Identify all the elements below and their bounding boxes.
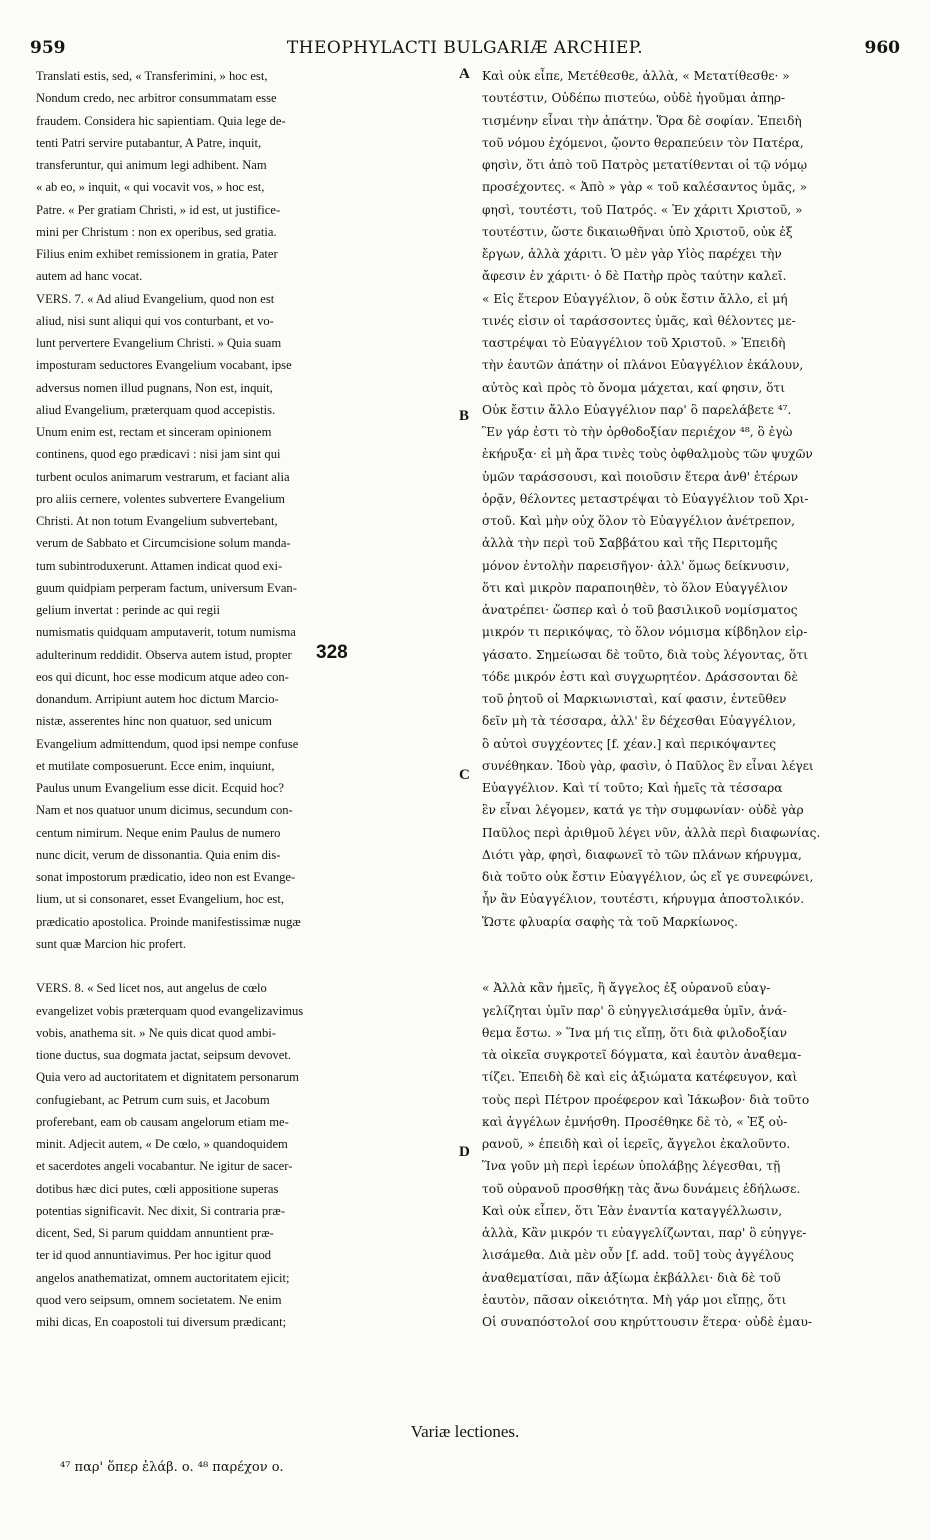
greek-text-line: τοῦ νόμου ἐχόμενοι, ᾤοντο θεραπεύειν τὸν Πατέρα, — [482, 135, 804, 150]
latin-text-line: Nam et nos quatuor unum dicimus, secundum con- — [36, 803, 293, 818]
latin-text-line: VERS. 7. « Ad aliud Evangelium, quod non est — [36, 291, 275, 306]
latin-text-line: Patre. « Per gratiam Christi, » id est, ut justifice- — [36, 202, 281, 217]
greek-text-line: λισάμεθα. Διὰ μὲν οὖν [f. add. τοῦ] τοὺς ἀγγέλους — [482, 1248, 794, 1263]
left-page-number: 959 — [30, 38, 66, 58]
latin-text-line: Filius enim exhibet remissionem in gratia, Pater — [36, 247, 278, 261]
latin-text-line: autem ad hanc vocat. — [36, 269, 143, 284]
latin-text-line: et sacerdotes angeli vocabantur. Ne igitur de sacer- — [36, 1159, 293, 1174]
latin-text-line: vobis, anathema sit. » Ne quis dicat quod ambi- — [36, 1025, 276, 1040]
latin-text-line: dicent, Sed, Si parum quiddam annuntient præ- — [36, 1226, 274, 1240]
greek-text-line: ὅτι καὶ μικρὸν παραποιηθὲν, τὸ ὅλον Εὐαγγέλιον — [482, 580, 788, 595]
latin-text-line: imposturam seductores Evangelium vocabant, ipse — [36, 358, 292, 373]
latin-text-line: dotibus hæc dici putes, cœli appositione superas — [36, 1181, 279, 1196]
greek-text-line: ἓν εἶναι λέγομεν, κατά γε τὴν συμφωνίαν· οὐδὲ γὰρ — [482, 803, 804, 818]
greek-text-line: Εὐαγγέλιον. Καὶ τί τοῦτο; Καὶ ἡμεῖς τὰ τέσσαρα — [482, 781, 783, 795]
greek-text-line: τισμένην εἶναι τὴν ἀπάτην. Ὅρα δὲ σοφίαν. Ἐπειδὴ — [482, 113, 802, 128]
greek-text-line: ἀλλὰ, Κἂν μικρόν τι εὐαγγελίζωνται, παρ' ὃ εὐηγγε- — [482, 1226, 807, 1240]
greek-text-line: συνέθηκαν. Ἰδοὺ γὰρ, φασὶν, ὁ Παῦλος ἓν εἶναι λέγει — [482, 758, 814, 773]
greek-text-line: ὃ αὐτοὶ συγχέοντες [f. χέαν.] καὶ περικόψαντες — [482, 736, 777, 751]
latin-text-line: quod vero seipsum, omnem societatem. Ne enim — [36, 1292, 282, 1307]
latin-text-line: mini per Christum : non ex operibus, sed gratia. — [36, 224, 277, 239]
latin-text-line: Nondum credo, nec arbitror consummatam esse — [36, 91, 277, 106]
latin-text-line: centum nimirum. Neque enim Paulus de numero — [36, 825, 281, 840]
latin-text-line: tenti Patri servire putabantur, A Patre, inquit, — [36, 135, 262, 150]
greek-text-line: τίζει. Ἐπειδὴ δὲ καὶ εἰς ἀξιώματα κατέφευγον, καὶ — [482, 1070, 798, 1085]
latin-text-line: Paulus unum Evangelium esse dicit. Ecquid hoc? — [36, 781, 284, 795]
greek-text-line: γελίζηται ὑμῖν παρ' ὃ εὐηγγελισάμεθα ὑμῖν, ἀνά- — [482, 1003, 787, 1018]
greek-text-line: τόδε μικρόν ἐστι καὶ συγχωρητέον. Δράσσονται δὲ — [482, 669, 798, 684]
greek-text-line: ταστρέψαι τὸ Εὐαγγέλιον τοῦ Χριστοῦ. » Ἐπειδὴ — [482, 336, 786, 350]
latin-text-line: prædicatio apostolica. Proinde manifestissimæ nugæ — [36, 914, 301, 929]
greek-text-line: « Ἀλλὰ κἂν ἡμεῖς, ἢ ἄγγελος ἐξ οὐρανοῦ εὐαγ- — [482, 981, 771, 996]
greek-text-line: τοῦ οὐρανοῦ προσθήκῃ τὰς ἄνω δυνάμεις ἐδήλωσε. — [482, 1181, 801, 1196]
latin-text-line: lunt pervertere Evangelium Christi. » Quia suam — [36, 336, 282, 350]
latin-text-line: adversus nomen illud pugnans, Non est, inquit, — [36, 380, 273, 395]
greek-text-line: ὁρᾷν, θέλοντες μεταστρέψαι τὸ Εὐαγγέλιον τοῦ Χρι- — [482, 491, 809, 506]
greek-text-line: « Εἰς ἕτερον Εὐαγγέλιον, ὃ οὐκ ἔστιν ἄλλο, εἰ μή — [482, 291, 788, 306]
latin-text-line: ter id quod annuntiavimus. Per hoc igitur quod — [36, 1248, 272, 1263]
section-letter-a: A — [459, 66, 470, 82]
greek-text-line: Οὐκ ἔστιν ἄλλο Εὐαγγέλιον παρ' ὃ παρελάβετε ⁴⁷. — [482, 402, 792, 417]
latin-text-line: guum quidpiam perperam factum, universum Evan- — [36, 580, 297, 595]
greek-text-line: Ἵνα γοῦν μὴ περὶ ἱερέων ὑπολάβῃς λέγεσθαι, τῇ — [482, 1159, 781, 1174]
greek-text-line: ρανοῦ, » ἐπειδὴ καὶ οἱ ἱερεῖς, ἄγγελοι ἐκαλοῦντο. — [482, 1137, 791, 1151]
greek-text-line: καὶ ἀγγέλων ἐμνήσθη. Προσέθηκε δὲ τὸ, « Ἐξ οὐ- — [482, 1114, 788, 1129]
latin-text-line — [36, 955, 454, 977]
latin-text-line: « ab eo, » inquit, « qui vocavit vos, » hoc est, — [36, 180, 265, 195]
greek-text-line: μόνον ἐντολὴν παρεισῆγον· ἀλλ' ὅμως δείκνυσιν, — [482, 558, 790, 573]
latin-text-line: Unum enim est, rectam et sinceram opinionem — [36, 425, 272, 439]
latin-text-line: tione ductus, sua dogmata jactat, seipsum devovet. — [36, 1048, 291, 1062]
latin-text-line: donandum. Arripiunt autem hoc dictum Marcio- — [36, 692, 279, 706]
greek-text-line: τὴν ἑαυτῶν ἀπάτην οἱ πλάνοι Εὐαγγέλιον ἐκάλουν, — [482, 358, 804, 373]
greek-text-line: προσέχοντες. « Ἀπὸ » γὰρ « τοῦ καλέσαντος ὑμᾶς, » — [482, 180, 808, 195]
footnotes: ⁴⁷ παρ' ὅπερ ἐλάβ. o. ⁴⁸ παρέχον o. — [60, 1460, 284, 1475]
greek-column — [482, 65, 896, 1333]
latin-text-line: eos qui dicunt, hoc esse modicum atque adeo con- — [36, 669, 289, 684]
greek-text-line: θεμα ἔστω. » Ἵνα μή τις εἴπῃ, ὅτι διὰ φιλοδοξίαν — [482, 1025, 788, 1040]
greek-text-line: ἑαυτὸν, πᾶσαν οἰκειότητα. Μὴ γάρ μοι εἴπῃς, ὅτι — [482, 1292, 787, 1307]
greek-text-line: ἀνατρέπει· ὥσπερ καὶ ὁ τοῦ βασιλικοῦ νομίσματος — [482, 603, 798, 617]
greek-text-line: ἐκήρυξα· εἰ μὴ ἄρα τινὲς τοὺς ὀφθαλμοὺς τῶν ψυχῶν — [482, 447, 813, 462]
greek-text-line: τουτέστιν, Οὐδέπω πιστεύω, οὐδὲ ἡγοῦμαι ἀπηρ- — [482, 91, 786, 106]
greek-text-line: γάσατο. Σημείωσαι δὲ τοῦτο, διὰ τοὺς λέγοντας, ὅτι — [482, 647, 808, 662]
greek-text-line: τουτέστιν, ὥστε δικαιωθῆναι ὑπὸ Χριστοῦ, οὐκ ἐξ — [482, 224, 793, 239]
latin-text-line: tum subintroduxerunt. Attamen indicat quod exi- — [36, 558, 283, 573]
latin-text-line: aliud Evangelium, præterquam quod accepistis. — [36, 402, 276, 417]
variae-lectiones-heading: Variæ lectiones. — [410, 1422, 520, 1441]
latin-text-line: lium, ut si consonaret, esset Evangelium, hoc est, — [36, 892, 284, 907]
section-letter-c: C — [459, 767, 470, 783]
latin-column — [36, 65, 454, 1333]
greek-text-line: ἔργων, ἀλλὰ χάριτι. Ὁ μὲν γὰρ Υἱὸς παρέχει τὴν — [482, 247, 782, 261]
latin-text-line: Evangelium admittendum, quod ipsi nempe confuse — [36, 736, 299, 751]
greek-text-line: Ἓν γάρ ἐστι τὸ τὴν ὀρθοδοξίαν περιέχον ⁴⁸, ὃ ἐγὼ — [482, 425, 793, 439]
running-header — [30, 38, 900, 64]
latin-text-line: Quia vero ad auctoritatem et dignitatem personarum — [36, 1070, 299, 1085]
latin-text-line: nistæ, asserentes hinc non quatuor, sed unicum — [36, 714, 272, 729]
latin-text-line: Christi. At non totum Evangelium subvertebant, — [36, 514, 278, 528]
greek-text-line: Καὶ οὐκ εἶπε, Μετέθεσθε, ἀλλὰ, « Μετατίθεσθε· » — [482, 69, 790, 83]
greek-text-line: στοῦ. Καὶ μὴν οὐχ ὅλον τὸ Εὐαγγέλιον ἀνέτρεπον, — [482, 514, 796, 528]
latin-text-line: evangelizet vobis præterquam quod evangelizavimus — [36, 1003, 304, 1018]
latin-text-line: proferebant, eam ob causam angelorum etiam me- — [36, 1114, 289, 1129]
greek-text-line: διὰ τοῦτο οὐκ ἔστιν Εὐαγγέλιον, ὡς εἴ γε συνεφώνει, — [482, 870, 814, 884]
latin-text-line: minit. Adjecit autem, « De cœlo, » quandoquidem — [36, 1137, 288, 1151]
greek-text-line: Καὶ οὐκ εἶπεν, ὅτι Ἐὰν ἐναντία καταγγέλλωσιν, — [482, 1203, 783, 1218]
greek-text-line: τοὺς περὶ Πέτρον προέφερον καὶ Ἰάκωβον· διὰ τοῦτο — [482, 1092, 810, 1107]
latin-text-line: verum de Sabbato et Circumcisione solum manda- — [36, 536, 291, 551]
greek-text-line: ἄφεσιν ἐν χάριτι· ὁ δὲ Πατὴρ πρὸς ταύτην καλεῖ. — [482, 269, 787, 284]
latin-text-line: adulterinum reddidit. Observa autem istud, propter — [36, 647, 292, 662]
greek-text-line: τινές εἰσιν οἱ ταράσσοντες ὑμᾶς, καὶ θέλοντες με- — [482, 313, 796, 328]
latin-text-line: fraudem. Considera hic sapientiam. Quia lege de- — [36, 113, 286, 128]
latin-text-line: aliud, nisi sunt aliqui qui vos conturbant, et vo- — [36, 313, 274, 328]
latin-text-line: sunt quæ Marcion hic profert. — [36, 936, 187, 951]
greek-text-line: ἀναθεματίσαι, πᾶν ἀξίωμα ἐκβάλλει· διὰ δὲ τοῦ — [482, 1270, 781, 1285]
greek-text-line: τὰ οἰκεῖα συγκροτεῖ δόγματα, καὶ ἑαυτὸν ἀναθεμα- — [482, 1048, 802, 1062]
latin-text-line: angelos anathematizat, omnem auctoritatem ejicit; — [36, 1270, 290, 1285]
greek-text-line: μικρόν τι περικόψας, τὸ ὅλον νόμισμα κίβδηλον εἰρ- — [482, 625, 808, 640]
latin-text-line: VERS. 8. « Sed licet nos, aut angelus de cœlo — [36, 981, 267, 996]
greek-text-line: τοῦ ῥητοῦ οἱ Μαρκιωνισταὶ, καί φασιν, ἐντεῦθεν — [482, 692, 787, 706]
latin-text-line: sonat impostorum prædicatio, ideo non est Evange- — [36, 870, 296, 884]
greek-text-line: ὑμῶν ταράσσουσι, καὶ ποιοῦσιν ἕτερα ἀνθ' ἑτέρων — [482, 469, 799, 484]
latin-text-line: continens, quod ego prædicavi : nisi jam sint qui — [36, 447, 281, 462]
section-letter-d: D — [459, 1144, 470, 1160]
latin-text-line: confugiebant, ac Petrum cum suis, et Jacobum — [36, 1092, 270, 1107]
column-number: 328 — [312, 642, 352, 664]
latin-text-line: Translati estis, sed, « Transferimini, » hoc est, — [36, 69, 268, 83]
greek-text-line: φησὶν, ὅτι ἀπὸ τοῦ Πατρὸς μετατίθενται οἱ τῷ νόμῳ — [482, 158, 808, 172]
greek-text-line: αὐτὸς καὶ πρὸς τὸ ὄνομα μάχεται, καί φησιν, ὅτι — [482, 380, 785, 395]
greek-text-line: δεῖν μὴ τὰ τέσσαρα, ἀλλ' ἓν δέχεσθαι Εὐαγγέλιον, — [482, 714, 796, 729]
latin-text-line: turbent oculos animarum vestrarum, et faciant alia — [36, 469, 290, 484]
greek-text-line: Οἱ συναπόστολοί σου κηρύττουσιν ἕτερα· οὐδὲ ἐμαυ- — [482, 1315, 812, 1329]
greek-text-line: ἀλλὰ τὴν περὶ τοῦ Σαββάτου καὶ τῆς Περιτομῆς — [482, 536, 778, 551]
latin-text-line: nunc dicit, verum de dissonantia. Quia enim dis- — [36, 847, 281, 862]
latin-text-line: numismatis quidquam amputaverit, totum numisma — [36, 625, 296, 640]
greek-text-line — [482, 955, 896, 977]
greek-text-line: ἦν ἂν Εὐαγγέλιον, τουτέστι, κήρυγμα ἀποστολικόν. — [482, 892, 805, 907]
greek-text-line: Ὥστε φλυαρία σαφὴς τὰ τοῦ Μαρκίωνος. — [482, 914, 739, 929]
right-page-number: 960 — [864, 38, 900, 58]
latin-text-line: mihi dicas, En coapostoli tui diversum prædicant; — [36, 1315, 287, 1329]
running-title: THEOPHYLACTI BULGARIÆ ARCHIEP. — [286, 38, 644, 58]
greek-text-line: Παῦλος περὶ ἀριθμοῦ λέγει νῦν, ἀλλὰ περὶ διαφωνίας. — [482, 825, 821, 840]
latin-text-line: pro aliis cernere, volentes subvertere Evangelium — [36, 491, 285, 506]
latin-text-line: gelium invertat : perinde ac qui regii — [36, 603, 220, 617]
latin-text-line: et mutilate composuerunt. Ecce enim, inquiunt, — [36, 758, 275, 773]
greek-text-line: Διότι γὰρ, φησὶ, διαφωνεῖ τὸ τῶν πλάνων κήρυγμα, — [482, 847, 802, 862]
greek-text-line: φησὶ, τουτέστι, τοῦ Πατρός. « Ἐν χάριτι Χριστοῦ, » — [482, 202, 803, 217]
greek-text-line — [482, 933, 896, 955]
latin-text-line: potentias significavit. Nec dixit, Si contraria præ- — [36, 1203, 286, 1218]
latin-text-line: transferuntur, qui animum legi adhibent. Nam — [36, 158, 267, 172]
section-letter-b: B — [459, 408, 470, 424]
